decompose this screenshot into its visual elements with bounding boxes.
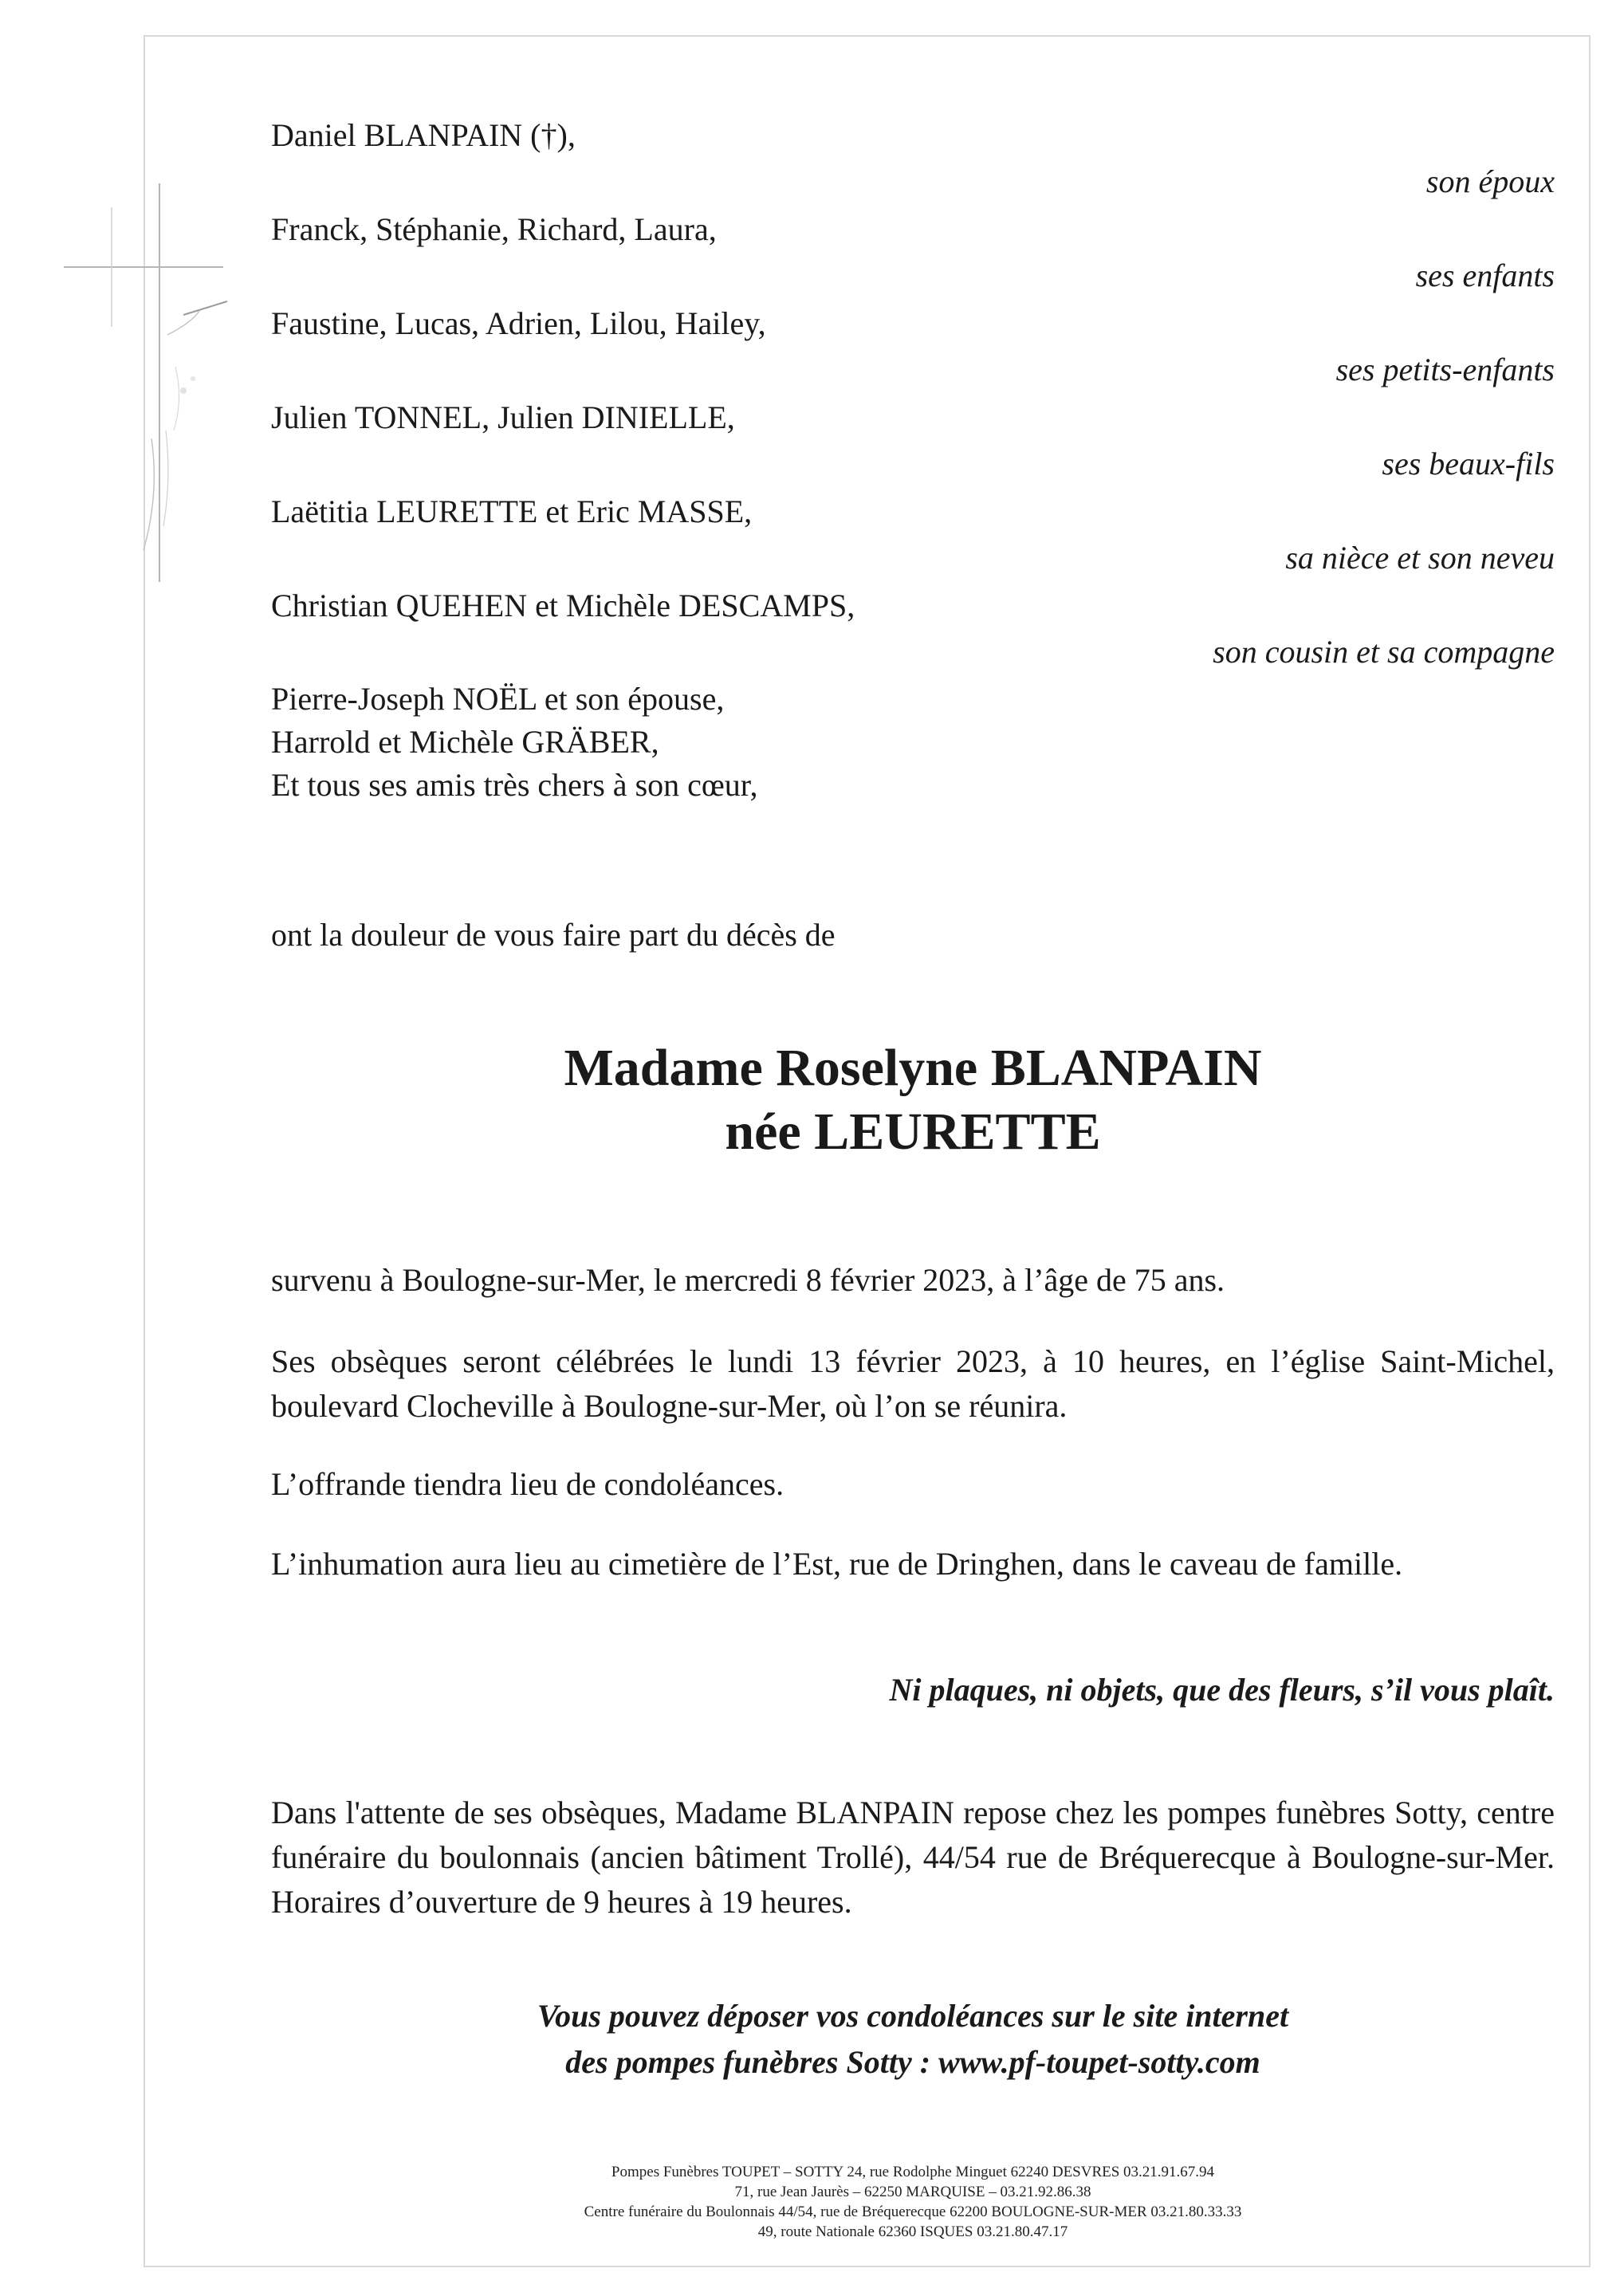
family-row (271, 394, 1555, 488)
family-names: Laëtitia LEURETTE et Eric MASSE, (271, 493, 753, 529)
deceased-name: Madame Roselyne BLANPAIN (564, 1039, 1262, 1097)
family-relation: sa nièce et son neveu (1285, 540, 1555, 576)
condolences-notice (271, 1993, 1555, 2086)
friends-list (271, 678, 758, 807)
funeral-home-footer (271, 2162, 1555, 2242)
footer-line: 49, route Nationale 62360 ISQUES 03.21.80.47.17 (757, 2223, 1068, 2240)
announcement-text: ont la douleur de vous faire part du décès de (271, 917, 836, 953)
family-names: Franck, Stéphanie, Richard, Laura, (271, 211, 717, 247)
friends-line: Harrold et Michèle GRÄBER, (271, 724, 659, 760)
funeral-details: Ses obsèques seront célébrées le lundi 13 février 2023, à 10 heures, en l’église Saint-Michel, boulevard Clocheville à Boulogne-sur-Mer, où l’on se réunira. (271, 1343, 1555, 1424)
family-row (271, 300, 1555, 394)
offering-notice: L’offrande tiendra lieu de condoléances. (271, 1466, 784, 1502)
deceased-name-block (271, 1036, 1555, 1164)
family-relation: ses beaux-fils (1382, 446, 1555, 482)
footer-line: Pompes Funèbres TOUPET – SOTTY 24, rue Rodolphe Minguet 62240 DESVRES 03.21.91.67.94 (611, 2164, 1215, 2180)
family-row (271, 206, 1555, 300)
family-names: Julien TONNEL, Julien DINIELLE, (271, 399, 735, 435)
cross-lily-icon (64, 175, 271, 590)
family-names: Faustine, Lucas, Adrien, Lilou, Hailey, (271, 305, 766, 341)
family-row (271, 582, 1555, 676)
family-relation: ses petits-enfants (1335, 352, 1555, 387)
family-names: Christian QUEHEN et Michèle DESCAMPS, (271, 588, 855, 623)
family-relation: son époux (1425, 163, 1555, 199)
condolences-line: Vous pouvez déposer vos condoléances sur le site internet (537, 1998, 1289, 2034)
deceased-maiden-name: née LEURETTE (725, 1103, 1101, 1161)
family-list (271, 112, 1555, 676)
family-row (271, 112, 1555, 206)
family-relation: ses enfants (1415, 258, 1555, 293)
friends-line: Pierre-Joseph NOËL et son épouse, (271, 681, 725, 717)
friends-line: Et tous ses amis très chers à son cœur, (271, 767, 758, 803)
viewing-details: Dans l'attente de ses obsèques, Madame BLANPAIN repose chez les pompes funèbres Sotty, centre funéraire du boulonnais (ancien bâtiment Trollé), 44/54 rue de Bréquerecque à Boulogne-sur-Mer. Horaires d’ouverture de 9 heures à 19 heures. (271, 1795, 1555, 1920)
family-relation: son cousin et sa compagne (1213, 634, 1555, 670)
family-row (271, 488, 1555, 582)
condolences-line: des pompes funèbres Sotty : www.pf-toupet-sotty.com (565, 2044, 1260, 2080)
death-notice: survenu à Boulogne-sur-Mer, le mercredi 8 février 2023, à l’âge de 75 ans. (271, 1262, 1225, 1298)
footer-line: 71, rue Jean Jaurès – 62250 MARQUISE – 03.21.92.86.38 (734, 2184, 1091, 2200)
family-names: Daniel BLANPAIN (†), (271, 117, 576, 153)
flowers-notice: Ni plaques, ni objets, que des fleurs, s’il vous plaît. (889, 1672, 1555, 1708)
burial-details: L’inhumation aura lieu au cimetière de l’Est, rue de Dringhen, dans le caveau de famille. (271, 1546, 1403, 1582)
footer-line: Centre funéraire du Boulonnais 44/54, rue de Bréquerecque 62200 BOULOGNE-SUR-MER 03.21.80.33.33 (584, 2204, 1242, 2220)
